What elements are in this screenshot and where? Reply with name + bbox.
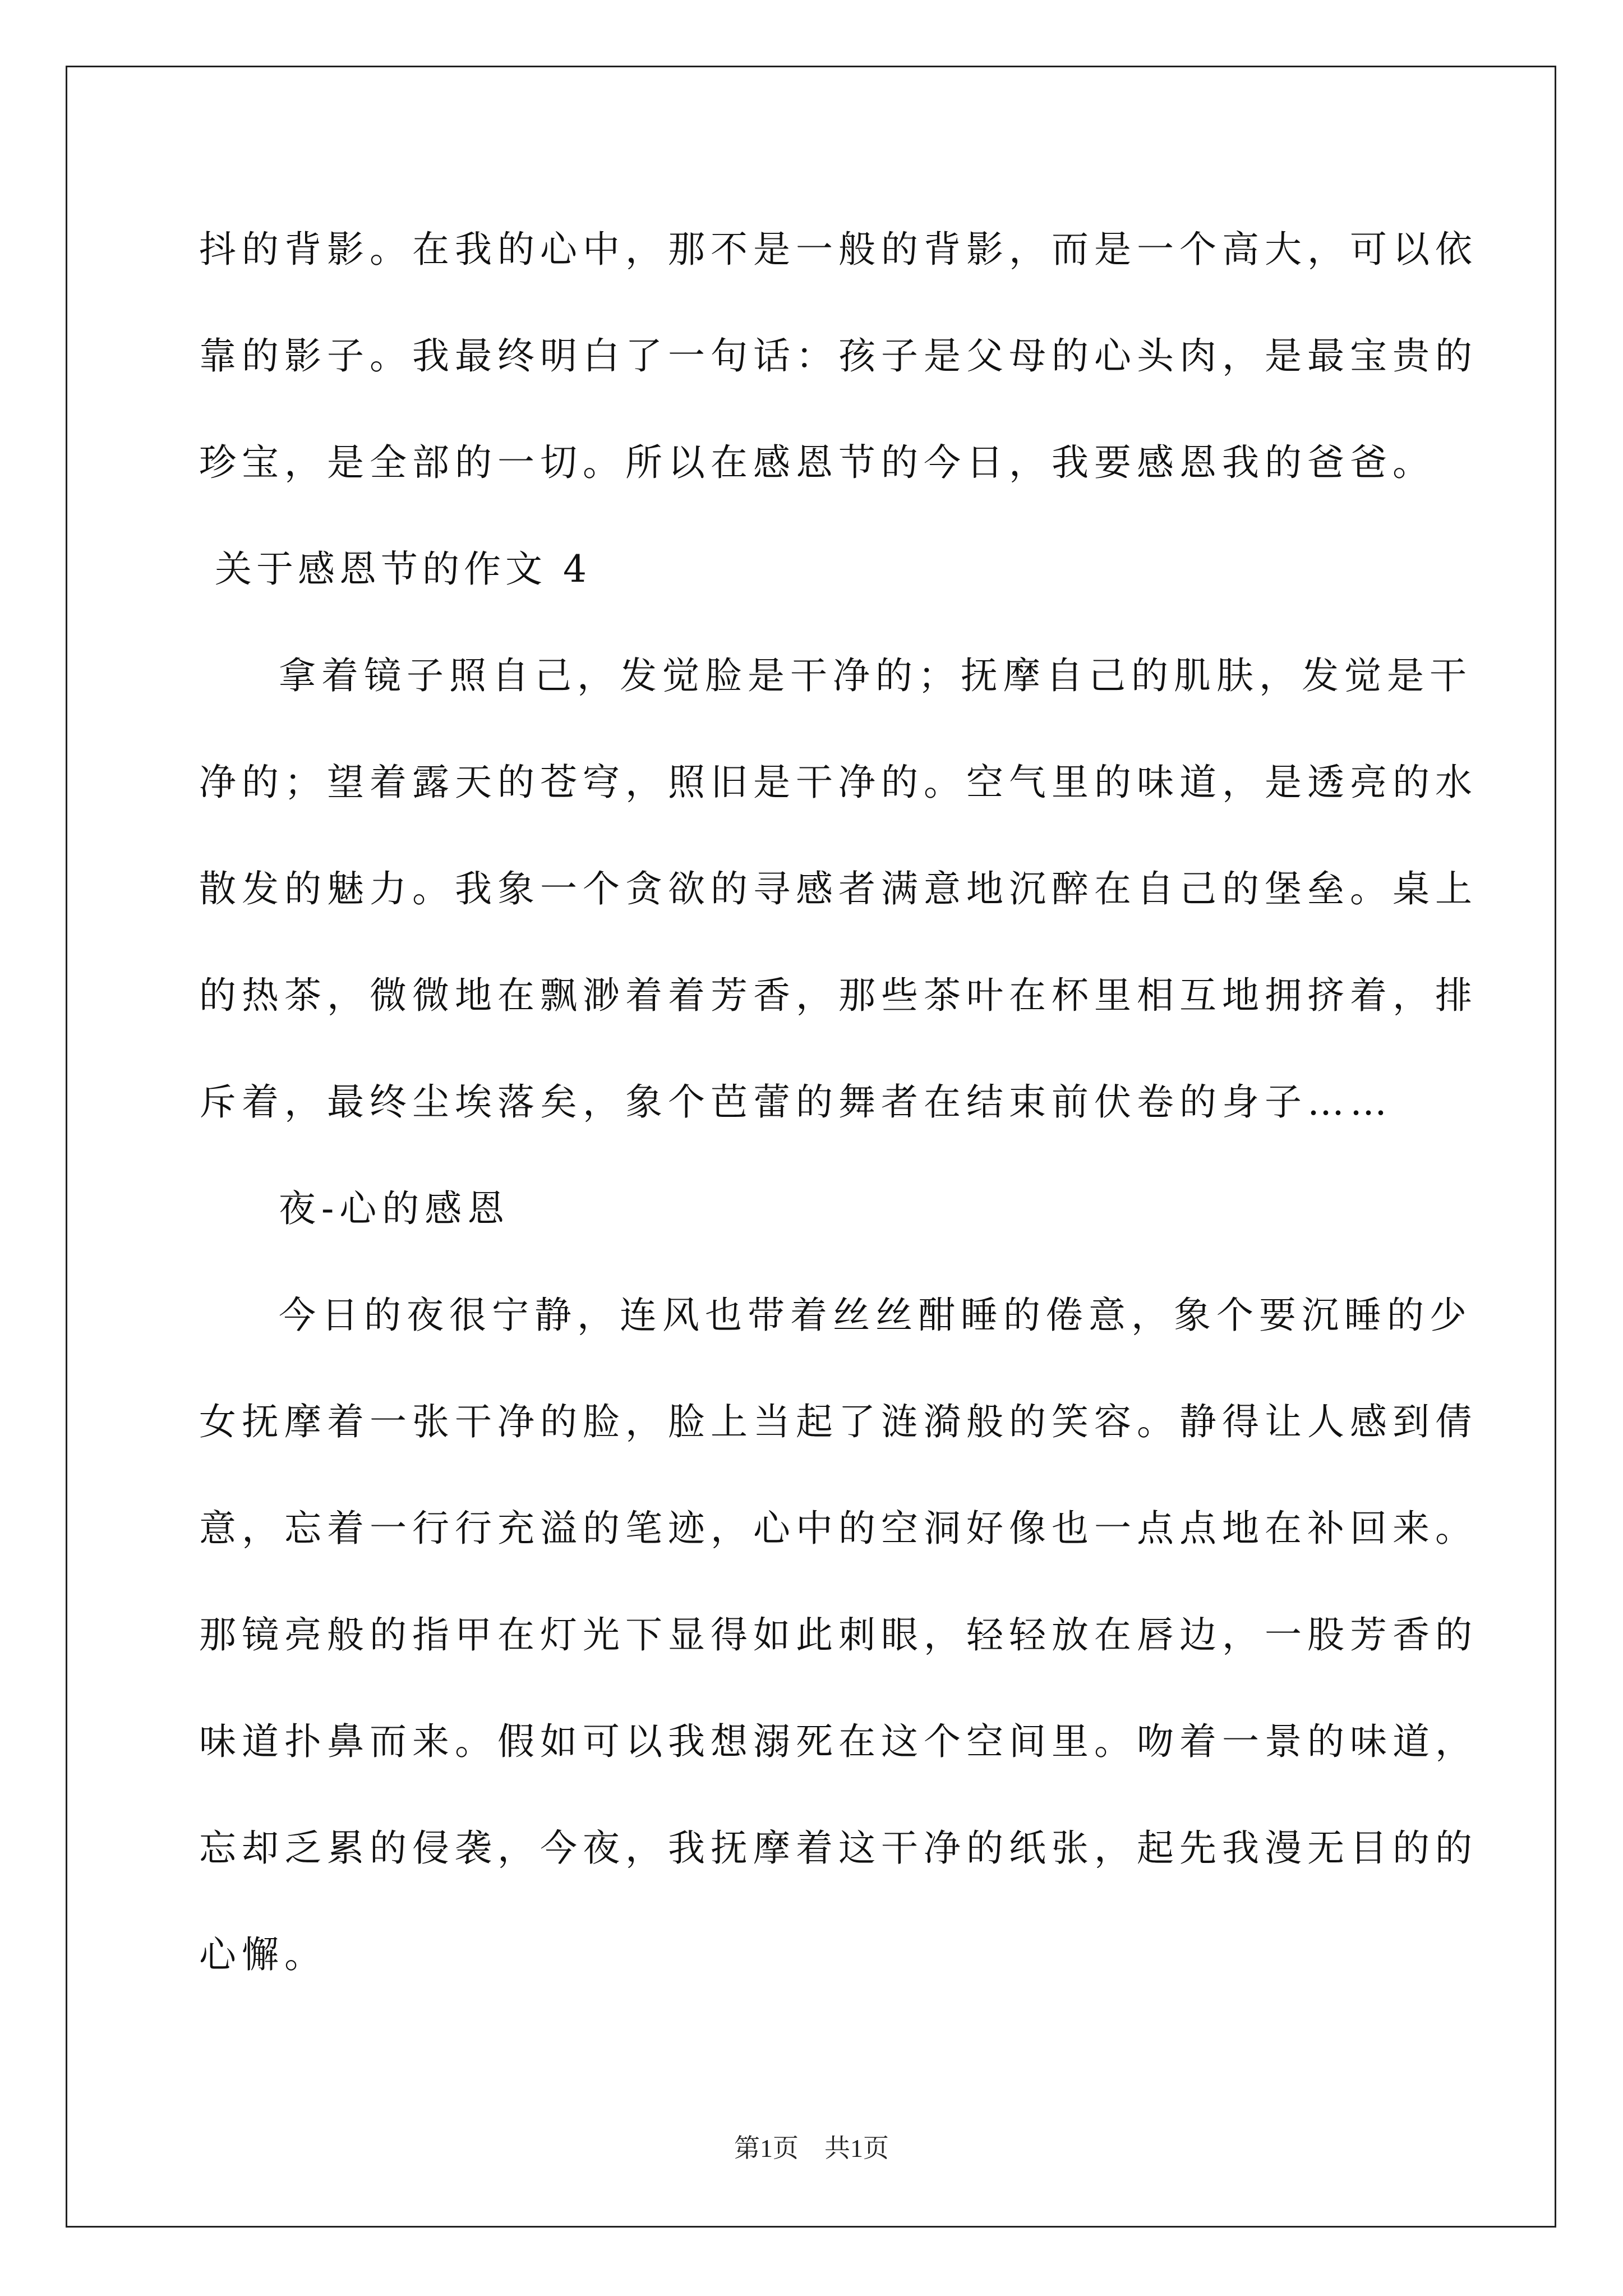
text-line: 净的；望着露天的苍穹，照旧是干净的。空气里的味道，是透亮的水 bbox=[199, 761, 1478, 804]
text-line: 忘却乏累的侵袭，今夜，我抚摩着这干净的纸张，起先我漫无目的的 bbox=[199, 1826, 1478, 1870]
text-line: 味道扑鼻而来。假如可以我想溺死在这个空间里。吻着一景的味道， bbox=[199, 1720, 1478, 1763]
section-heading: 关于感恩节的作文 4 bbox=[215, 547, 591, 591]
page-number-footer: 第1页 共1页 bbox=[734, 2134, 889, 2162]
text-line: 拿着镜子照自己，发觉脸是干净的；抚摩自己的肌肤，发觉是干 bbox=[279, 654, 1472, 697]
page-border bbox=[66, 66, 1556, 2228]
text-line: 散发的魅力。我象一个贪欲的寻感者满意地沉醉在自己的堡垒。桌上 bbox=[199, 867, 1478, 910]
text-line: 女抚摩着一张干净的脸，脸上当起了涟漪般的笑容。静得让人感到倩 bbox=[199, 1400, 1478, 1443]
text-line: 靠的影子。我最终明白了一句话：孩子是父母的心头肉，是最宝贵的 bbox=[199, 334, 1478, 378]
text-line: 意，忘着一行行充溢的笔迹，心中的空洞好像也一点点地在补回来。 bbox=[199, 1507, 1478, 1550]
text-line: 珍宝，是全部的一切。所以在感恩节的今日，我要感恩我的爸爸。 bbox=[199, 441, 1435, 484]
subtitle: 夜-心的感恩 bbox=[279, 1187, 510, 1230]
text-line: 今日的夜很宁静，连风也带着丝丝酣睡的倦意，象个要沉睡的少 bbox=[279, 1294, 1472, 1337]
text-line: 的热茶，微微地在飘渺着着芳香，那些茶叶在杯里相互地拥挤着，排 bbox=[199, 974, 1478, 1017]
text-line: 抖的背影。在我的心中，那不是一般的背影，而是一个高大，可以依 bbox=[199, 228, 1478, 271]
text-line: 斥着，最终尘埃落矣，象个芭蕾的舞者在结束前伏卷的身子…… bbox=[199, 1080, 1393, 1124]
text-line: 心懈。 bbox=[199, 1933, 327, 1976]
text-line: 那镜亮般的指甲在灯光下显得如此刺眼，轻轻放在唇边，一股芳香的 bbox=[199, 1613, 1478, 1657]
